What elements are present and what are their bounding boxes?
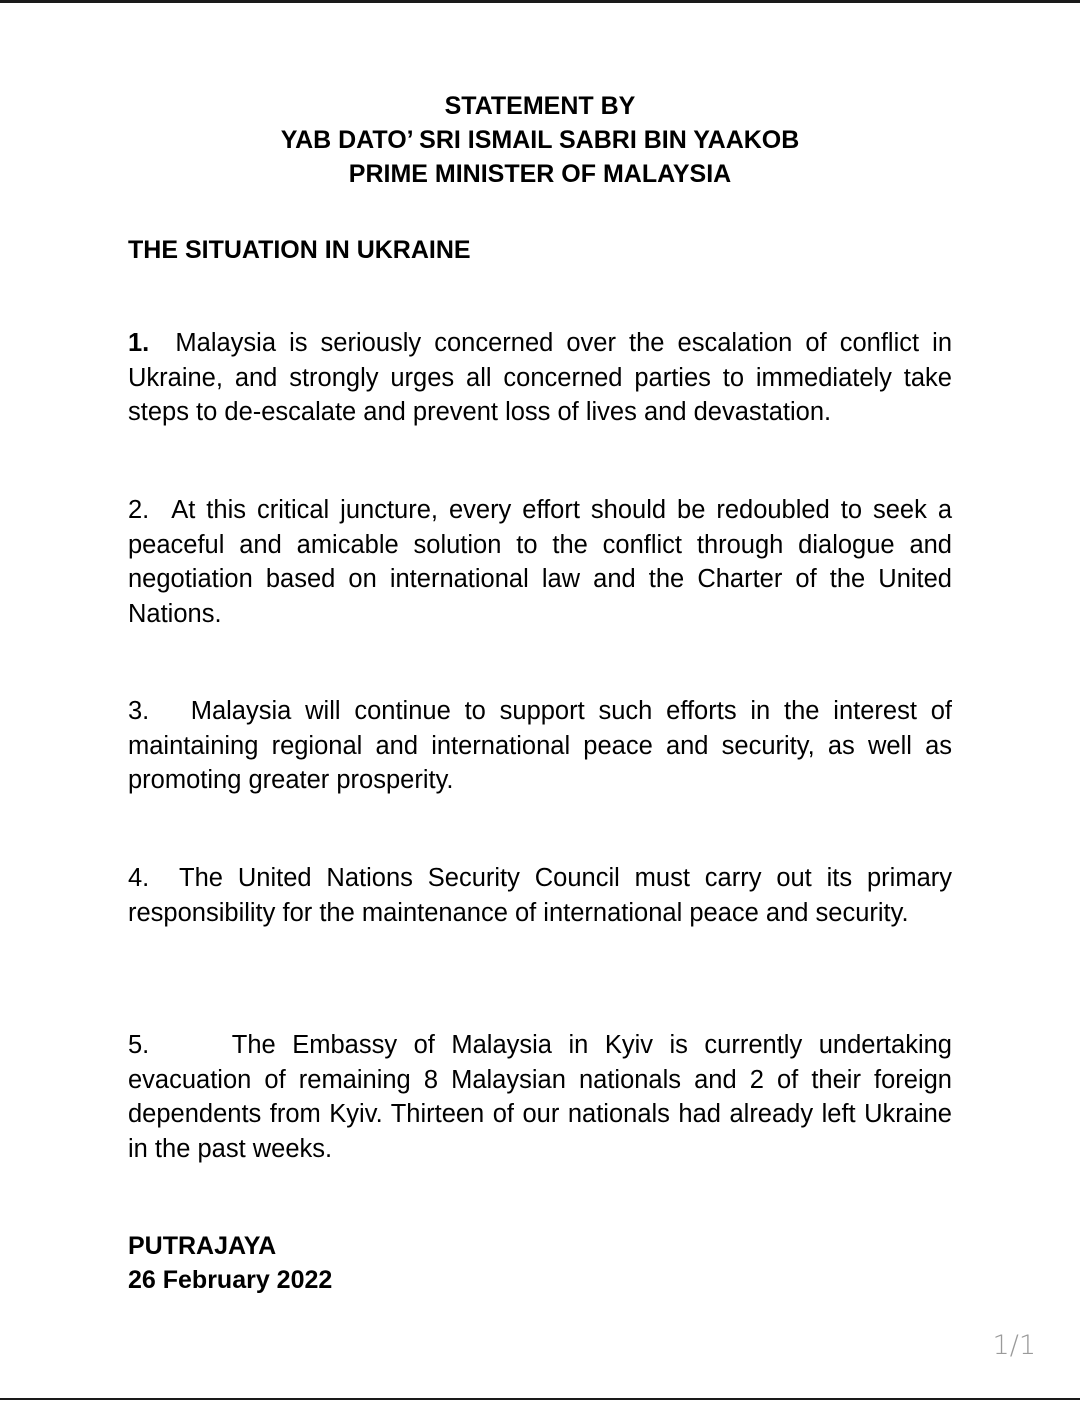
section-title: THE SITUATION IN UKRAINE — [128, 236, 471, 264]
paragraph-3 — [128, 694, 952, 798]
bottom-border — [0, 1398, 1080, 1400]
paragraph-2 — [128, 493, 952, 631]
top-border — [0, 0, 1080, 3]
paragraph-number: 5. — [128, 1031, 150, 1059]
statement-header — [0, 89, 1080, 191]
paragraph-text: The United Nations Security Council must carry out its primary responsibility for the maintenance of international peace and security. — [128, 864, 953, 927]
paragraph-5 — [128, 1028, 952, 1166]
paragraph-1 — [128, 326, 952, 430]
header-line-1: STATEMENT BY — [444, 92, 636, 120]
footer-place: PUTRAJAYA — [128, 1232, 277, 1260]
paragraph-number: 2. — [128, 496, 150, 524]
page-indicator: 1/1 — [992, 1330, 1036, 1361]
paragraph-text: The Embassy of Malaysia in Kyiv is currently undertaking evacuation of remaining 8 Malaysian nationals and 2 of their foreign dependents from Kyiv. Thirteen of our nationals had already left Ukraine in the past weeks. — [128, 1031, 952, 1163]
paragraph-number: 1. — [128, 329, 150, 357]
header-line-2: YAB DATO’ SRI ISMAIL SABRI BIN YAAKOB — [280, 126, 800, 154]
paragraph-text: Malaysia is seriously concerned over the escalation of conflict in Ukraine, and strongly urges all concerned parties to immediately take steps to de-escalate and prevent loss of lives and devastation. — [128, 329, 953, 426]
paragraph-number: 3. — [128, 697, 150, 725]
statement-footer — [128, 1229, 332, 1297]
paragraph-number: 4. — [128, 864, 150, 892]
paragraph-text: At this critical juncture, every effort should be redoubled to seek a peaceful and amicable solution to the conflict through dialogue and negotiation based on international law and the Charter of the United Nations. — [128, 496, 952, 628]
footer-date: 26 February 2022 — [128, 1266, 333, 1294]
paragraph-text: Malaysia will continue to support such efforts in the interest of maintaining regional and international peace and security, as well as promoting greater prosperity. — [128, 697, 952, 794]
header-line-3: PRIME MINISTER OF MALAYSIA — [348, 160, 732, 188]
paragraph-4 — [128, 861, 952, 930]
